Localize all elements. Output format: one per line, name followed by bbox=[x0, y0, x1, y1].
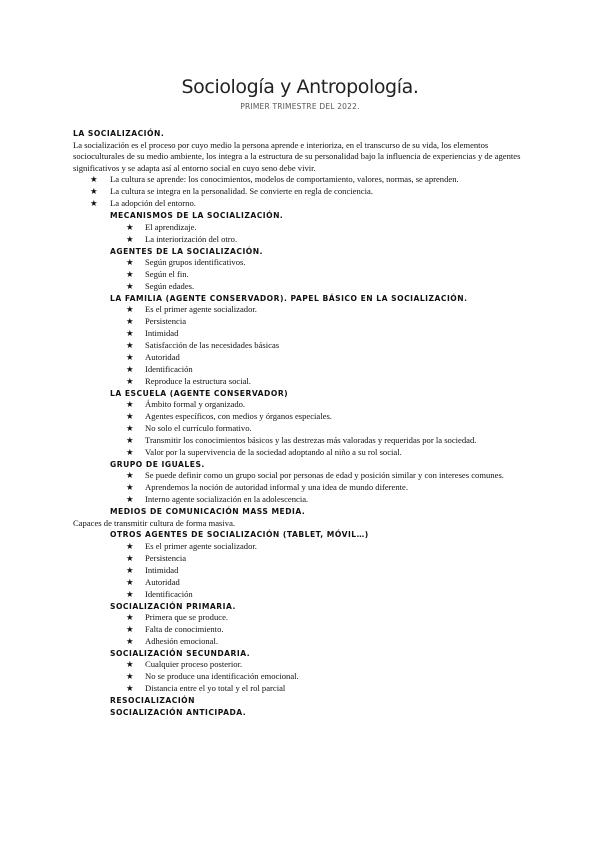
list-item-text: Ámbito formal y organizado. bbox=[145, 399, 246, 410]
intro-paragraph: La socialización es el proceso por cuyo medio la persona aprende e interioriza, en el transcurso de su vida, los elementos socioculturales de su medio ambiente, los integra a la estructura de su personalidad bajo la influencia de experiencias y de agentes significativos y se adapta así al entorno social en cuyo seno debe vivir. bbox=[73, 139, 521, 173]
black-star-icon: ★ bbox=[126, 540, 134, 551]
familia-list bbox=[73, 304, 533, 387]
list-item bbox=[73, 683, 533, 695]
list-item-text: Falta de conocimiento. bbox=[145, 624, 224, 634]
list-item bbox=[73, 399, 533, 411]
list-item bbox=[73, 340, 533, 352]
list-item-text: Identificación bbox=[145, 363, 193, 374]
black-star-icon: ★ bbox=[126, 470, 134, 481]
list-item bbox=[73, 494, 533, 506]
black-star-icon: ★ bbox=[126, 588, 134, 599]
list-item-text: Autoridad bbox=[145, 576, 180, 587]
black-star-icon: ★ bbox=[126, 352, 134, 363]
list-item bbox=[73, 671, 533, 683]
black-star-icon: ★ bbox=[126, 624, 134, 634]
black-star-icon: ★ bbox=[126, 221, 134, 232]
section-heading: OTROS AGENTES DE SOCIALIZACIÓN (TABLET, MÓVIL…) bbox=[110, 530, 369, 540]
black-star-icon: ★ bbox=[126, 423, 134, 434]
list-item-text: No se produce una identificación emocional. bbox=[145, 671, 299, 682]
list-item-text: El aprendizaje. bbox=[145, 221, 197, 232]
list-item bbox=[73, 316, 533, 328]
section-heading: RESOCIALIZACIÓN bbox=[110, 696, 195, 706]
list-item-text: Persistencia bbox=[145, 552, 187, 563]
list-item-text: Cualquier proceso posterior. bbox=[145, 659, 243, 670]
black-star-icon: ★ bbox=[126, 363, 134, 374]
black-star-icon: ★ bbox=[126, 340, 134, 351]
intro-bullet-list bbox=[73, 174, 533, 210]
black-star-icon: ★ bbox=[126, 494, 134, 505]
list-item bbox=[73, 198, 533, 210]
black-star-icon: ★ bbox=[126, 482, 134, 493]
list-item-text: Transmitir los conocimientos básicos y las destrezas más valoradas y requeridas por la sociedad. bbox=[145, 435, 477, 446]
list-item bbox=[73, 447, 533, 459]
section-heading: SOCIALIZACIÓN SECUNDARIA. bbox=[110, 648, 251, 658]
secundaria-list bbox=[73, 659, 533, 695]
black-star-icon: ★ bbox=[126, 280, 134, 291]
document-title: Sociología y Antropología. bbox=[181, 76, 419, 98]
list-item bbox=[73, 423, 533, 435]
list-item-text: Interno agente socialización en la adolescencia. bbox=[145, 494, 309, 505]
list-item bbox=[73, 659, 533, 671]
black-star-icon: ★ bbox=[126, 233, 134, 244]
list-item-text: Intimidad bbox=[145, 564, 179, 575]
list-item-text: Distancia entre el yo total y el rol parcial bbox=[145, 683, 286, 694]
list-item-text: Se puede definir como un grupo social por personas de edad y posición similar y con intereses comunes. bbox=[145, 470, 504, 481]
list-item-text: La interiorización del otro. bbox=[145, 233, 238, 244]
black-star-icon: ★ bbox=[126, 257, 134, 268]
black-star-icon: ★ bbox=[126, 399, 134, 410]
list-item bbox=[73, 577, 533, 589]
list-item bbox=[73, 186, 533, 198]
list-item-text: Persistencia bbox=[145, 316, 187, 327]
black-star-icon: ★ bbox=[126, 683, 134, 694]
black-star-icon: ★ bbox=[126, 576, 134, 587]
section-heading: LA ESCUELA (AGENTE CONSERVADOR) bbox=[110, 388, 289, 398]
black-star-icon: ★ bbox=[126, 435, 134, 446]
list-item bbox=[73, 553, 533, 565]
list-item-text: Satisfacción de las necesidades básicas bbox=[145, 340, 280, 351]
section-heading: MECANISMOS DE LA SOCIALIZACIÓN. bbox=[110, 211, 284, 221]
section-heading: SOCIALIZACIÓN PRIMARIA. bbox=[110, 601, 236, 611]
list-item bbox=[73, 174, 533, 186]
black-star-icon: ★ bbox=[90, 174, 98, 185]
list-item-text: Adhesión emocional. bbox=[145, 635, 219, 646]
agentes-list bbox=[73, 257, 533, 293]
section-heading: LA FAMILIA (AGENTE CONSERVADOR). PAPEL BÁSICO EN LA SOCIALIZACIÓN. bbox=[110, 293, 468, 303]
list-item bbox=[73, 352, 533, 364]
list-item bbox=[73, 411, 533, 423]
list-item-text: No solo el currículo formativo. bbox=[145, 423, 252, 434]
list-item bbox=[73, 541, 533, 553]
otros-list bbox=[73, 541, 533, 601]
section-heading: SOCIALIZACIÓN ANTICIPADA. bbox=[110, 707, 247, 717]
list-item bbox=[73, 482, 533, 494]
list-item bbox=[73, 257, 533, 269]
list-item bbox=[73, 222, 533, 234]
black-star-icon: ★ bbox=[126, 564, 134, 575]
list-item bbox=[73, 364, 533, 376]
black-star-icon: ★ bbox=[126, 671, 134, 682]
subsections bbox=[73, 210, 533, 222]
section-heading: AGENTES DE LA SOCIALIZACIÓN. bbox=[110, 246, 263, 256]
primaria-list bbox=[73, 612, 533, 648]
black-star-icon: ★ bbox=[126, 612, 134, 623]
list-item bbox=[73, 269, 533, 281]
black-star-icon: ★ bbox=[126, 552, 134, 563]
main-heading: LA SOCIALIZACIÓN. bbox=[73, 129, 165, 138]
list-item-text: La cultura se aprende: los conocimientos, modelos de comportamiento, valores, normas, se aprenden. bbox=[110, 174, 459, 185]
list-item-text: Según edades. bbox=[145, 280, 195, 291]
list-item bbox=[73, 234, 533, 246]
list-item-text: Según el fin. bbox=[145, 269, 189, 279]
black-star-icon: ★ bbox=[126, 375, 134, 386]
list-item-text: Valor por la supervivencia de la sociedad adoptando al niño a su rol social. bbox=[145, 446, 402, 457]
document-body bbox=[73, 128, 533, 718]
list-item-text: Autoridad bbox=[145, 352, 180, 363]
list-item-text: Es el primer agente socializador. bbox=[145, 304, 257, 315]
list-item bbox=[73, 636, 533, 648]
list-item bbox=[73, 612, 533, 624]
list-item-text: Aprendemos la noción de autoridad informal y una idea de mundo diferente. bbox=[145, 482, 408, 493]
list-item bbox=[73, 376, 533, 388]
list-item bbox=[73, 304, 533, 316]
black-star-icon: ★ bbox=[126, 328, 134, 339]
escuela-list bbox=[73, 399, 533, 459]
list-item bbox=[73, 470, 533, 482]
black-star-icon: ★ bbox=[90, 186, 98, 197]
list-item bbox=[73, 328, 533, 340]
list-item-text: Reproduce la estructura social. bbox=[145, 375, 251, 386]
black-star-icon: ★ bbox=[90, 198, 98, 209]
list-item-text: Según grupos identificativos. bbox=[145, 257, 246, 268]
black-star-icon: ★ bbox=[126, 659, 134, 670]
section-heading: GRUPO DE IGUALES. bbox=[110, 459, 205, 469]
mecanismos-list bbox=[73, 222, 533, 246]
list-item bbox=[73, 589, 533, 601]
list-item-text: La adopción del entorno. bbox=[110, 198, 196, 209]
black-star-icon: ★ bbox=[126, 411, 134, 422]
medios-text: Capaces de transmitir cultura de forma masiva. bbox=[73, 517, 236, 528]
list-item-text: Primera que se produce. bbox=[145, 612, 229, 623]
document-subtitle: PRIMER TRIMESTRE DEL 2022. bbox=[240, 102, 360, 111]
section-heading: MEDIOS DE COMUNICACIÓN MASS MEDIA. bbox=[110, 507, 306, 517]
list-item-text: La cultura se integra en la personalidad. Se convierte en regla de conciencia. bbox=[110, 186, 373, 197]
list-item bbox=[73, 281, 533, 293]
black-star-icon: ★ bbox=[126, 446, 134, 457]
list-item bbox=[73, 435, 533, 447]
list-item-text: Agentes específicos, con medios y órganos especiales. bbox=[145, 411, 332, 422]
list-item-text: Identificación bbox=[145, 588, 193, 599]
list-item-text: Intimidad bbox=[145, 328, 179, 339]
list-item-text: Es el primer agente socializador. bbox=[145, 540, 257, 551]
black-star-icon: ★ bbox=[126, 269, 134, 279]
iguales-list bbox=[73, 470, 533, 506]
list-item bbox=[73, 624, 533, 636]
black-star-icon: ★ bbox=[126, 316, 134, 327]
black-star-icon: ★ bbox=[126, 635, 134, 646]
list-item bbox=[73, 565, 533, 577]
black-star-icon: ★ bbox=[126, 304, 134, 315]
